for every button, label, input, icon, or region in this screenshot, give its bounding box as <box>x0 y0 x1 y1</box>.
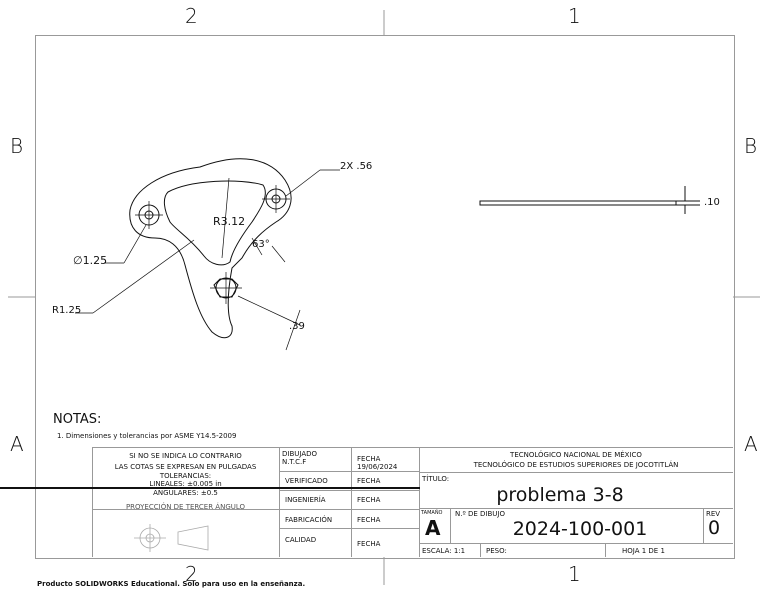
tb-org-2: TECNOLÓGICO DE ESTUDIOS SUPERIORES DE JOCOTITLÁN <box>473 461 679 469</box>
tb-size-value: A <box>425 516 441 540</box>
tb-rev-label: REV <box>706 510 721 518</box>
notes-title: NOTAS: <box>53 412 102 427</box>
tb-sheet: HOJA 1 DE 1 <box>622 547 665 555</box>
zone-label-bottom-1: 1 <box>568 562 581 586</box>
tb-size-label: TAMAÑO <box>421 510 443 516</box>
zone-label-bottom-2: 2 <box>185 562 198 586</box>
tb-tolerance-4: LINEALES: ±0.005 in <box>149 480 222 488</box>
zone-label-right-a: A <box>744 432 758 456</box>
zone-label-left-a: A <box>10 432 24 456</box>
dim-hex: .39 <box>289 321 305 332</box>
tb-quality: CALIDAD <box>285 536 317 544</box>
dim-diameter: ∅1.25 <box>73 254 108 267</box>
tb-date-3: FECHA <box>357 516 381 524</box>
tb-org-1: TECNOLÓGICO NACIONAL DE MÉXICO <box>510 451 642 459</box>
tb-date-label: FECHA <box>357 455 381 463</box>
tb-rev-value: 0 <box>708 517 721 539</box>
tb-drawn-by: N.T.C.F <box>282 458 307 466</box>
zone-label-right-b: B <box>744 134 758 158</box>
dim-radius-small: R1.25 <box>52 305 82 316</box>
tb-verified: VERIFICADO <box>285 477 328 485</box>
notes-line-1: 1. Dimensiones y tolerancias por ASME Y14.5-2009 <box>57 432 237 440</box>
tb-scale: ESCALA: 1:1 <box>422 547 466 555</box>
zone-label-top-2: 2 <box>185 4 198 28</box>
zone-label-top-1: 1 <box>568 4 581 28</box>
tb-weight: PESO: <box>486 547 507 555</box>
dim-radius-large: R3.12 <box>213 215 246 228</box>
educational-footer: Producto SOLIDWORKS Educational. Solo para uso en la enseñanza. <box>37 580 306 588</box>
tb-date-1: FECHA <box>357 477 381 485</box>
tb-tolerance-3: TOLERANCIAS: <box>159 472 212 480</box>
tb-title-value: problema 3-8 <box>496 484 624 506</box>
tb-dwg-value: 2024-100-001 <box>512 518 648 540</box>
tb-tolerance-2: LAS COTAS SE EXPRESAN EN PULGADAS <box>114 463 257 471</box>
tb-projection: PROYECCIÓN DE TERCER ÁNGULO <box>125 503 246 511</box>
tb-title-label: TÍTULO: <box>422 475 450 483</box>
tb-tolerance-1: SI NO SE INDICA LO CONTRARIO <box>129 452 242 460</box>
tb-manufacturing: FABRICACIÓN <box>285 516 333 524</box>
tb-engineering: INGENIERÍA <box>285 496 326 504</box>
tb-date-value: 19/06/2024 <box>357 463 398 471</box>
tb-date-4: FECHA <box>357 540 381 548</box>
tb-dwg-label: N.º DE DIBUJO <box>455 510 505 518</box>
dim-thickness: .10 <box>704 197 720 208</box>
zone-label-left-b: B <box>10 134 24 158</box>
tb-date-2: FECHA <box>357 496 381 504</box>
tb-tolerance-5: ANGULARES: ±0.5 <box>153 489 218 497</box>
dim-holes: 2X .56 <box>340 161 373 172</box>
dim-angle: 63° <box>252 239 270 250</box>
tb-drawn-label: DIBUJADO <box>282 450 318 458</box>
